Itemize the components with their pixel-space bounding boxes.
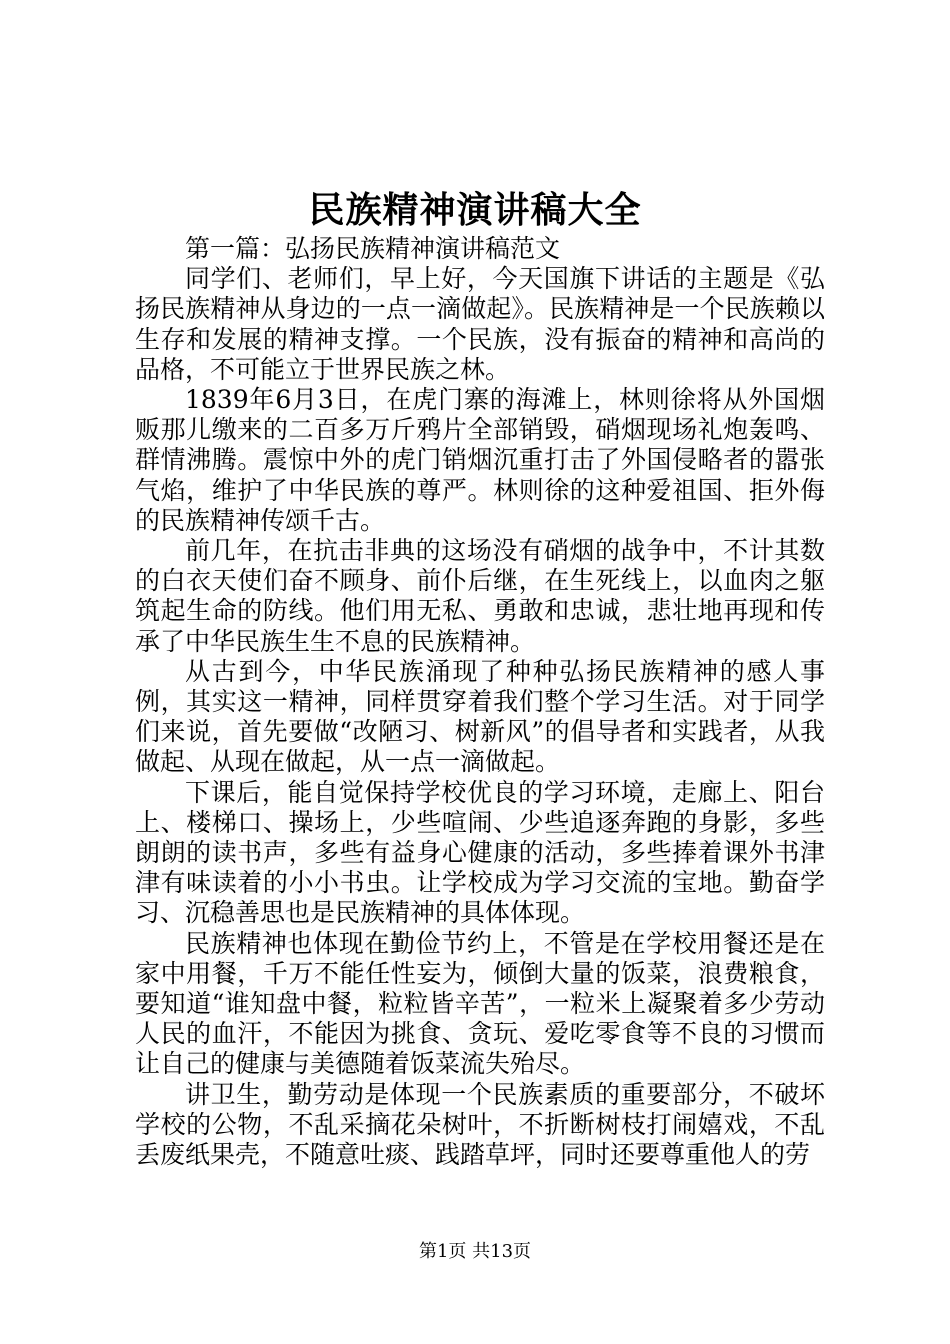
- paragraph: 前几年，在抗击非典的这场没有硝烟的战争中，不计其数的白衣天使们奋不顾身、前仆后继，在生死线上，以血肉之躯筑起生命的防线。他们用无私、勇敢和忠诚，悲壮地再现和传承了中华民族生生不息的民族精神。: [135, 536, 825, 656]
- paragraph: 1839年6月3日，在虎门寨的海滩上，林则徐将从外国烟贩那儿缴来的二百多万斤鸦片全部销毁，硝烟现场礼炮轰鸣、群情沸腾。震惊中外的虎门销烟沉重打击了外国侵略者的嚣张气焰，维护了中华民族的尊严。林则徐的这种爱祖国、拒外侮的民族精神传颂千古。: [135, 385, 825, 535]
- paragraph: 下课后，能自觉保持学校优良的学习环境，走廊上、阳台上、楼梯口、操场上，少些喧闹、少些追逐奔跑的身影，多些朗朗的读书声，多些有益身心健康的活动，多些捧着课外书津津有味读着的小小书虫。让学校成为学习交流的宝地。勤奋学习、沉稳善思也是民族精神的具体体现。: [135, 777, 825, 928]
- document-body: [135, 234, 825, 1170]
- document-title: 民族精神演讲稿大全: [308, 189, 642, 231]
- paragraph: 同学们、老师们，早上好，今天国旗下讲话的主题是《弘扬民族精神从身边的一点一滴做起》。民族精神是一个民族赖以生存和发展的精神支撑。一个民族，没有振奋的精神和高尚的品格，不可能立于世界民族之林。: [135, 264, 825, 384]
- paragraph: 从古到今，中华民族涌现了种种弘扬民族精神的感人事例，其实这一精神，同样贯穿着我们整个学习生活。对于同学们来说，首先要做“改陋习、树新风”的倡导者和实践者，从我做起、从现在做起，从一点一滴做起。: [135, 656, 825, 777]
- paragraph: 民族精神也体现在勤俭节约上，不管是在学校用餐还是在家中用餐，千万不能任性妄为，倾倒大量的饭菜，浪费粮食，要知道“谁知盘中餐，粒粒皆辛苦”，一粒米上凝聚着多少劳动人民的血汗，不能因为挑食、贪玩、爱吃零食等不良的习惯而让自己的健康与美德随着饭菜流失殆尽。: [135, 928, 825, 1079]
- paragraph: 讲卫生，勤劳动是体现一个民族素质的重要部分，不破坏学校的公物，不乱采摘花朵树叶，不折断树枝打闹嬉戏，不乱丢废纸果壳，不随意吐痰、践踏草坪，同时还要尊重他人的劳: [135, 1079, 825, 1170]
- paragraph: 第一篇：弘扬民族精神演讲稿范文: [185, 234, 561, 263]
- page-number-footer: 第1页 共13页: [418, 1241, 532, 1262]
